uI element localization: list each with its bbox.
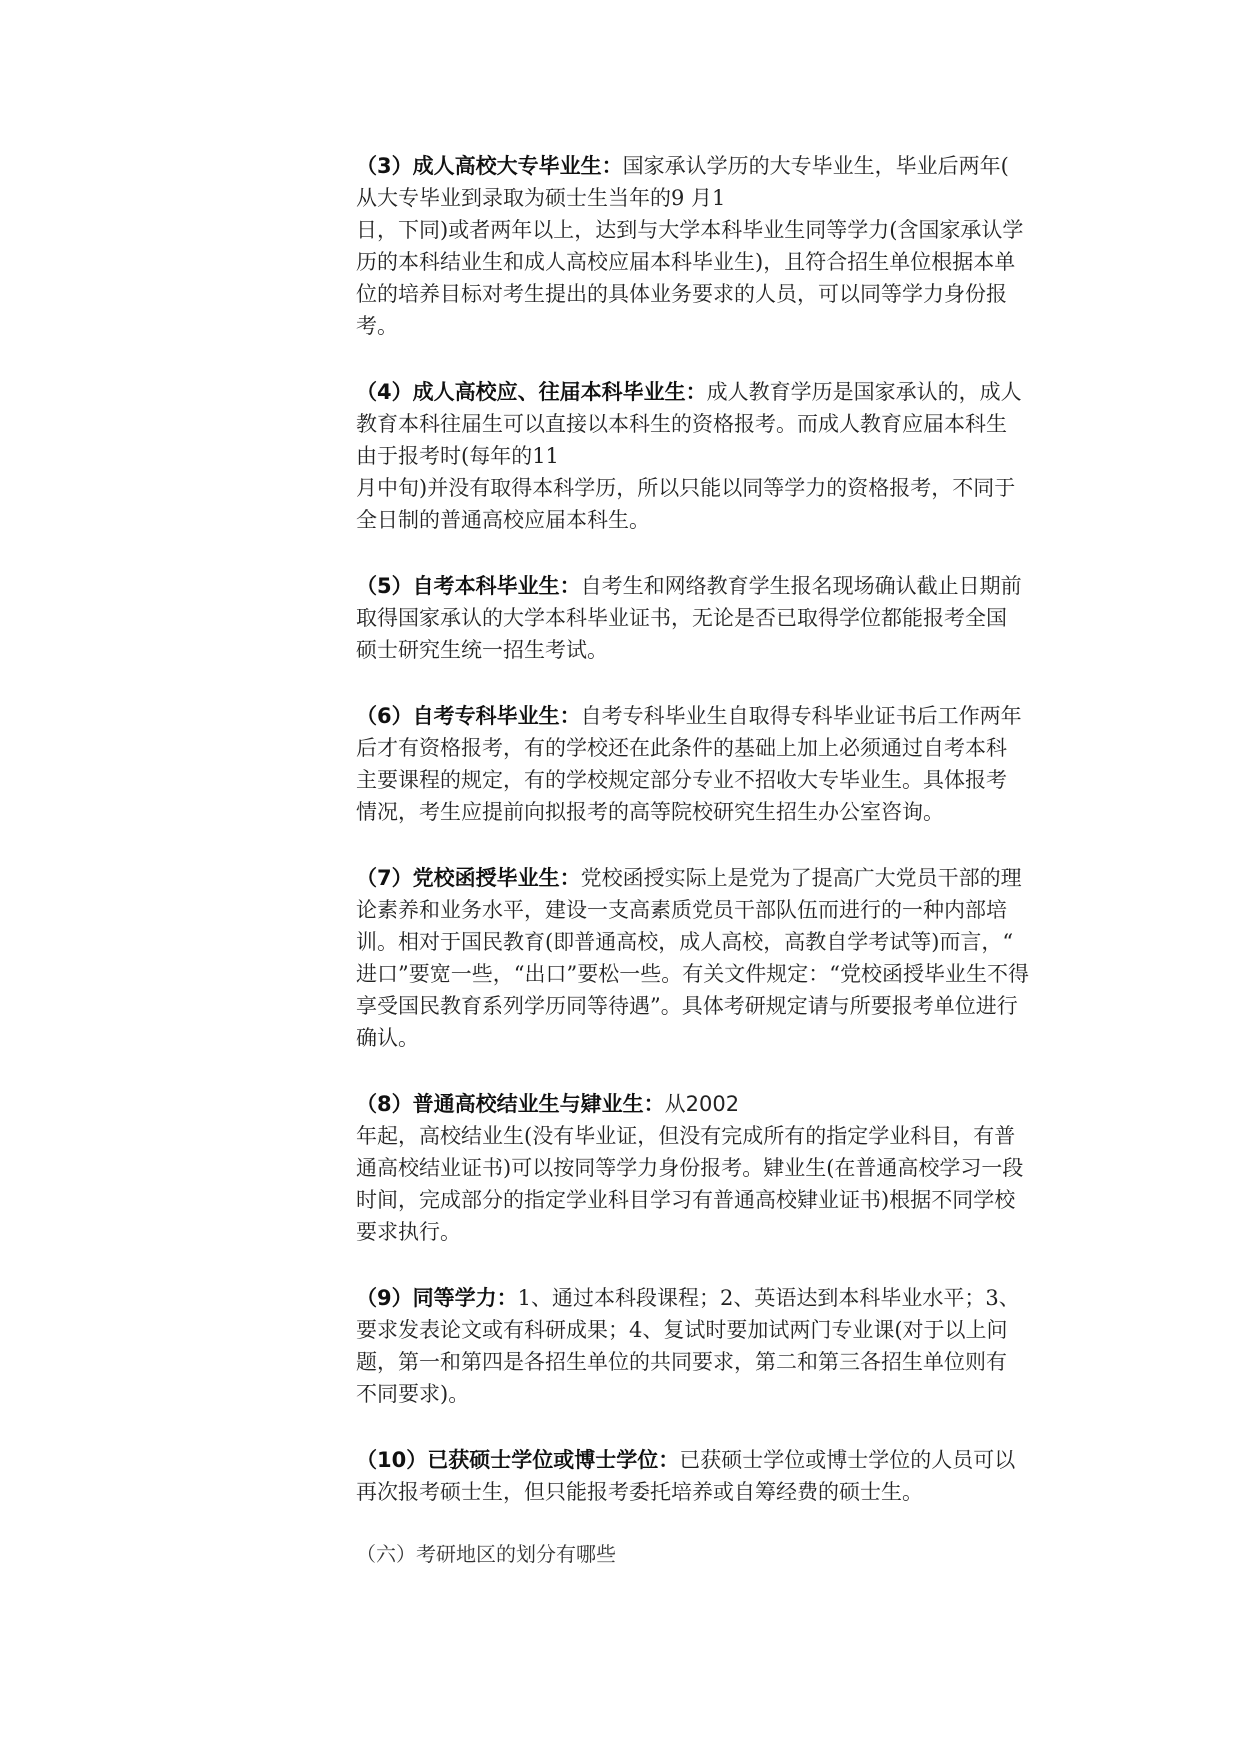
section-title: （六）考研地区的划分有哪些 <box>356 1542 616 1566</box>
paragraph-heading: （8）普通高校结业生与肄业生： <box>356 1092 665 1116</box>
paragraph-line: 由于报考时(每年的11 <box>356 444 559 468</box>
paragraph-line: 不同要求)。 <box>356 1382 470 1406</box>
paragraph-line: 享受国民教育系列学历同等待遇”。具体考研规定请与所要报考单位进行 <box>356 994 1018 1018</box>
paragraph-line: 硕士研究生统一招生考试。 <box>356 638 608 662</box>
paragraph-line: 位的培养目标对考生提出的具体业务要求的人员，可以同等学力身份报 <box>356 282 1007 306</box>
paragraph-line: 全日制的普通高校应届本科生。 <box>356 508 650 532</box>
paragraph-party-school-graduates <box>356 862 1056 1054</box>
paragraph-line: 要求发表论文或有科研成果；4、复试时要加试两门专业课(对于以上问 <box>356 1318 1008 1342</box>
paragraph-line: 进口”要宽一些，“出口”要松一些。有关文件规定：“党校函授毕业生不得 <box>356 962 1029 986</box>
paragraph-completion-dropout <box>356 1088 1056 1248</box>
paragraph-line: 日，下同)或者两年以上，达到与大学本科毕业生同等学力(含国家承认学 <box>356 218 1024 242</box>
paragraph-equivalent-education <box>356 1282 1056 1410</box>
paragraph-degree-holders <box>356 1444 1056 1508</box>
paragraph-line: 要求执行。 <box>356 1220 461 1244</box>
paragraph-line: （9）同等学力：1、通过本科段课程；2、英语达到本科毕业水平；3、 <box>356 1286 1020 1310</box>
paragraph-line: 再次报考硕士生，但只能报考委托培养或自筹经费的硕士生。 <box>356 1480 923 1504</box>
paragraph-line: （4）成人高校应、往届本科毕业生：成人教育学历是国家承认的，成人 <box>356 380 1022 404</box>
paragraph-line: 月中旬)并没有取得本科学历，所以只能以同等学力的资格报考，不同于 <box>356 476 1016 500</box>
paragraph-line: 确认。 <box>356 1026 419 1050</box>
paragraph-self-study-bachelor <box>356 570 1056 666</box>
paragraph-line: 训。相对于国民教育(即普通高校，成人高校，高教自学考试等)而言，“ <box>356 930 1014 954</box>
paragraph-line: 后才有资格报考，有的学校还在此条件的基础上加上必须通过自考本科 <box>356 736 1007 760</box>
document-page <box>356 150 1056 1570</box>
paragraph-line: （7）党校函授毕业生：党校函授实际上是党为了提高广大党员干部的理 <box>356 866 1022 890</box>
paragraph-line: （8）普通高校结业生与肄业生：从2002 <box>356 1092 740 1116</box>
paragraph-line: （5）自考本科毕业生：自考生和网络教育学生报名现场确认截止日期前 <box>356 574 1022 598</box>
paragraph-heading: （6）自考专科毕业生： <box>356 704 581 728</box>
paragraph-line: 情况，考生应提前向拟报考的高等院校研究生招生办公室咨询。 <box>356 800 944 824</box>
paragraph-line: 题，第一和第四是各招生单位的共同要求，第二和第三各招生单位则有 <box>356 1350 1007 1374</box>
paragraph-line: 主要课程的规定，有的学校规定部分专业不招收大专毕业生。具体报考 <box>356 768 1007 792</box>
paragraph-self-study-junior-college <box>356 700 1056 828</box>
paragraph-line: （3）成人高校大专毕业生：国家承认学历的大专毕业生，毕业后两年( <box>356 154 1009 178</box>
paragraph-line: 历的本科结业生和成人高校应届本科毕业生)，且符合招生单位根据本单 <box>356 250 1016 274</box>
paragraph-line: （6）自考专科毕业生：自考专科毕业生自取得专科毕业证书后工作两年 <box>356 704 1022 728</box>
paragraph-adult-college-graduates <box>356 150 1056 342</box>
paragraph-heading: （10）已获硕士学位或博士学位： <box>356 1448 680 1472</box>
paragraph-adult-bachelor-graduates <box>356 376 1056 536</box>
paragraph-heading: （9）同等学力： <box>356 1286 518 1310</box>
paragraph-line: 考。 <box>356 314 398 338</box>
paragraph-heading: （7）党校函授毕业生： <box>356 866 581 890</box>
paragraph-heading: （3）成人高校大专毕业生： <box>356 154 623 178</box>
paragraph-line: 时间，完成部分的指定学业科目学习有普通高校肄业证书)根据不同学校 <box>356 1188 1016 1212</box>
paragraph-heading: （5）自考本科毕业生： <box>356 574 581 598</box>
paragraph-line: 年起，高校结业生(没有毕业证，但没有完成所有的指定学业科目，有普 <box>356 1124 1016 1148</box>
paragraph-line: 论素养和业务水平，建设一支高素质党员干部队伍而进行的一种内部培 <box>356 898 1007 922</box>
paragraph-line: （10）已获硕士学位或博士学位：已获硕士学位或博士学位的人员可以 <box>356 1448 1016 1472</box>
paragraph-line: 取得国家承认的大学本科毕业证书，无论是否已取得学位都能报考全国 <box>356 606 1007 630</box>
paragraph-line: 教育本科往届生可以直接以本科生的资格报考。而成人教育应届本科生 <box>356 412 1007 436</box>
paragraph-heading: （4）成人高校应、往届本科毕业生： <box>356 380 707 404</box>
paragraph-line: 通高校结业证书)可以按同等学力身份报考。肄业生(在普通高校学习一段 <box>356 1156 1024 1180</box>
paragraph-line: 从大专毕业到录取为硕士生当年的9 月1 <box>356 186 726 210</box>
